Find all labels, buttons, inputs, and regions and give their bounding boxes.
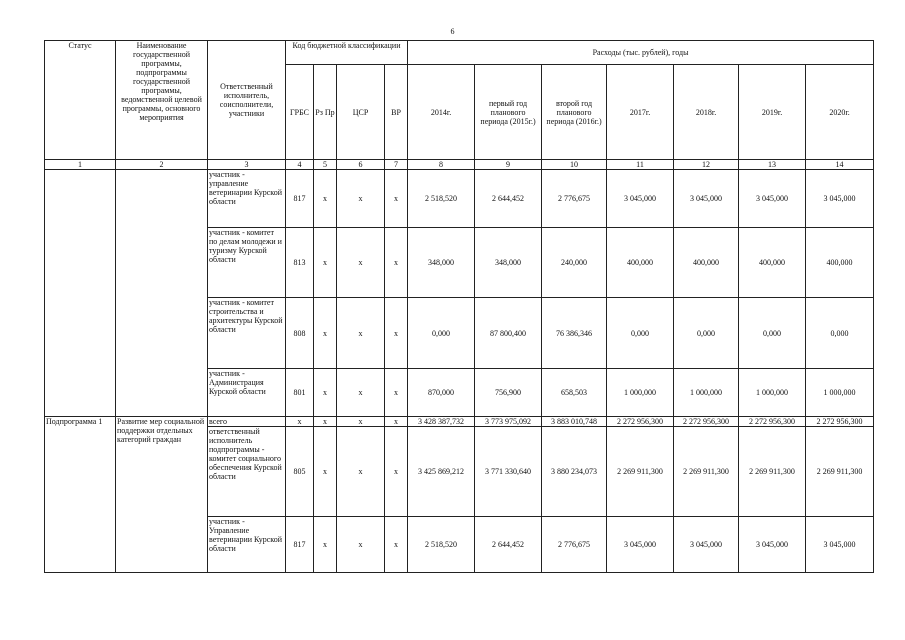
value-2020-cell: 0,000 xyxy=(806,298,874,369)
vr-cell: х xyxy=(385,298,408,369)
column-number: 8 xyxy=(408,160,475,170)
value-2016-cell: 240,000 xyxy=(542,228,607,298)
column-number: 14 xyxy=(806,160,874,170)
csr-cell: х xyxy=(337,228,385,298)
header-year-2014: 2014г. xyxy=(408,65,475,160)
column-number: 3 xyxy=(208,160,286,170)
value-2018-cell: 1 000,000 xyxy=(674,369,739,417)
value-2015-cell: 87 800,400 xyxy=(475,298,542,369)
value-2020-cell: 3 045,000 xyxy=(806,517,874,573)
table-row xyxy=(45,170,874,228)
status-cell xyxy=(45,170,116,417)
value-2015-cell: 3 771 330,640 xyxy=(475,427,542,517)
value-2019-cell: 1 000,000 xyxy=(739,369,806,417)
header-year-2017: 2017г. xyxy=(607,65,674,160)
status-cell: Подпрограмма 1 xyxy=(45,417,116,573)
value-2016-cell: 2 776,675 xyxy=(542,170,607,228)
value-2019-cell: 3 045,000 xyxy=(739,170,806,228)
header-expenses: Расходы (тыс. рублей), годы xyxy=(408,41,874,65)
column-number-row xyxy=(45,160,874,170)
column-number: 6 xyxy=(337,160,385,170)
participant-cell: участник - комитет по делам молодежи и туризму Курской области xyxy=(208,228,286,298)
value-2014-cell: 3 428 387,732 xyxy=(408,417,475,427)
value-2018-cell: 3 045,000 xyxy=(674,170,739,228)
grbs-cell: 817 xyxy=(286,170,314,228)
participant-cell: участник - Администрация Курской области xyxy=(208,369,286,417)
grbs-cell: 805 xyxy=(286,427,314,517)
column-number: 9 xyxy=(475,160,542,170)
value-2020-cell: 2 269 911,300 xyxy=(806,427,874,517)
column-number: 10 xyxy=(542,160,607,170)
column-number: 12 xyxy=(674,160,739,170)
vr-cell: х xyxy=(385,170,408,228)
value-2019-cell: 3 045,000 xyxy=(739,517,806,573)
header-program-name: Наименование государственной программы, подпрограммы государственной программы, ведомственной целевой программы, основного мероприятия xyxy=(116,41,208,160)
value-2019-cell: 2 272 956,300 xyxy=(739,417,806,427)
value-2016-cell: 3 883 010,748 xyxy=(542,417,607,427)
rzpr-cell: х xyxy=(314,170,337,228)
table-row xyxy=(45,417,874,427)
value-2018-cell: 0,000 xyxy=(674,298,739,369)
header-status: Статус xyxy=(45,41,116,160)
value-2020-cell: 400,000 xyxy=(806,228,874,298)
value-2016-cell: 658,503 xyxy=(542,369,607,417)
page-number: 6 xyxy=(450,27,455,36)
header-grbs: ГРБС xyxy=(286,65,314,160)
csr-cell: х xyxy=(337,417,385,427)
value-2014-cell: 870,000 xyxy=(408,369,475,417)
vr-cell: х xyxy=(385,228,408,298)
grbs-cell: 817 xyxy=(286,517,314,573)
value-2017-cell: 400,000 xyxy=(607,228,674,298)
value-2016-cell: 76 386,346 xyxy=(542,298,607,369)
value-2016-cell: 2 776,675 xyxy=(542,517,607,573)
csr-cell: х xyxy=(337,427,385,517)
column-number: 11 xyxy=(607,160,674,170)
value-2018-cell: 3 045,000 xyxy=(674,517,739,573)
participant-cell: ответственный исполнитель подпрограммы - комитет социального обеспечения Курской области xyxy=(208,427,286,517)
value-2020-cell: 2 272 956,300 xyxy=(806,417,874,427)
value-2015-cell: 3 773 975,092 xyxy=(475,417,542,427)
rzpr-cell: х xyxy=(314,369,337,417)
value-2014-cell: 2 518,520 xyxy=(408,517,475,573)
value-2014-cell: 3 425 869,212 xyxy=(408,427,475,517)
header-year-2015: первый год планового периода (2015г.) xyxy=(475,65,542,160)
rzpr-cell: х xyxy=(314,417,337,427)
value-2017-cell: 2 272 956,300 xyxy=(607,417,674,427)
value-2015-cell: 756,900 xyxy=(475,369,542,417)
value-2018-cell: 400,000 xyxy=(674,228,739,298)
value-2017-cell: 3 045,000 xyxy=(607,170,674,228)
participant-cell: участник - управление ветеринарии Курской области xyxy=(208,170,286,228)
rzpr-cell: х xyxy=(314,298,337,369)
header-year-2019: 2019г. xyxy=(739,65,806,160)
column-number: 5 xyxy=(314,160,337,170)
value-2017-cell: 3 045,000 xyxy=(607,517,674,573)
value-2014-cell: 0,000 xyxy=(408,298,475,369)
value-2017-cell: 0,000 xyxy=(607,298,674,369)
value-2020-cell: 1 000,000 xyxy=(806,369,874,417)
column-number: 7 xyxy=(385,160,408,170)
participant-cell: всего xyxy=(208,417,286,427)
participant-cell: участник - комитет строительства и архитектуры Курской области xyxy=(208,298,286,369)
csr-cell: х xyxy=(337,170,385,228)
value-2017-cell: 1 000,000 xyxy=(607,369,674,417)
vr-cell: х xyxy=(385,417,408,427)
csr-cell: х xyxy=(337,517,385,573)
vr-cell: х xyxy=(385,427,408,517)
rzpr-cell: х xyxy=(314,427,337,517)
vr-cell: х xyxy=(385,517,408,573)
rzpr-cell: х xyxy=(314,228,337,298)
column-number: 13 xyxy=(739,160,806,170)
value-2015-cell: 2 644,452 xyxy=(475,517,542,573)
value-2019-cell: 0,000 xyxy=(739,298,806,369)
header-vr: ВР xyxy=(385,65,408,160)
column-number: 4 xyxy=(286,160,314,170)
header-year-2018: 2018г. xyxy=(674,65,739,160)
value-2020-cell: 3 045,000 xyxy=(806,170,874,228)
program-name-cell: Развитие мер социальной поддержки отдельных категорий граждан xyxy=(116,417,208,573)
header-year-2016: второй год планового периода (2016г.) xyxy=(542,65,607,160)
value-2018-cell: 2 269 911,300 xyxy=(674,427,739,517)
value-2017-cell: 2 269 911,300 xyxy=(607,427,674,517)
value-2014-cell: 2 518,520 xyxy=(408,170,475,228)
participant-cell: участник - Управление ветеринарии Курской области xyxy=(208,517,286,573)
header-budget-code: Код бюджетной классификации xyxy=(286,41,408,65)
grbs-cell: х xyxy=(286,417,314,427)
column-number: 1 xyxy=(45,160,116,170)
header-year-2020: 2020г. xyxy=(806,65,874,160)
vr-cell: х xyxy=(385,369,408,417)
value-2015-cell: 2 644,452 xyxy=(475,170,542,228)
csr-cell: х xyxy=(337,369,385,417)
rzpr-cell: х xyxy=(314,517,337,573)
column-number: 2 xyxy=(116,160,208,170)
value-2018-cell: 2 272 956,300 xyxy=(674,417,739,427)
budget-table xyxy=(44,40,874,573)
grbs-cell: 801 xyxy=(286,369,314,417)
header-responsible: Ответственный исполнитель, соисполнители, участники xyxy=(208,41,286,160)
grbs-cell: 813 xyxy=(286,228,314,298)
value-2019-cell: 400,000 xyxy=(739,228,806,298)
value-2014-cell: 348,000 xyxy=(408,228,475,298)
value-2016-cell: 3 880 234,073 xyxy=(542,427,607,517)
value-2015-cell: 348,000 xyxy=(475,228,542,298)
grbs-cell: 808 xyxy=(286,298,314,369)
header-rzpr: Рз Пр xyxy=(314,65,337,160)
value-2019-cell: 2 269 911,300 xyxy=(739,427,806,517)
header-csr: ЦСР xyxy=(337,65,385,160)
csr-cell: х xyxy=(337,298,385,369)
program-name-cell xyxy=(116,170,208,417)
